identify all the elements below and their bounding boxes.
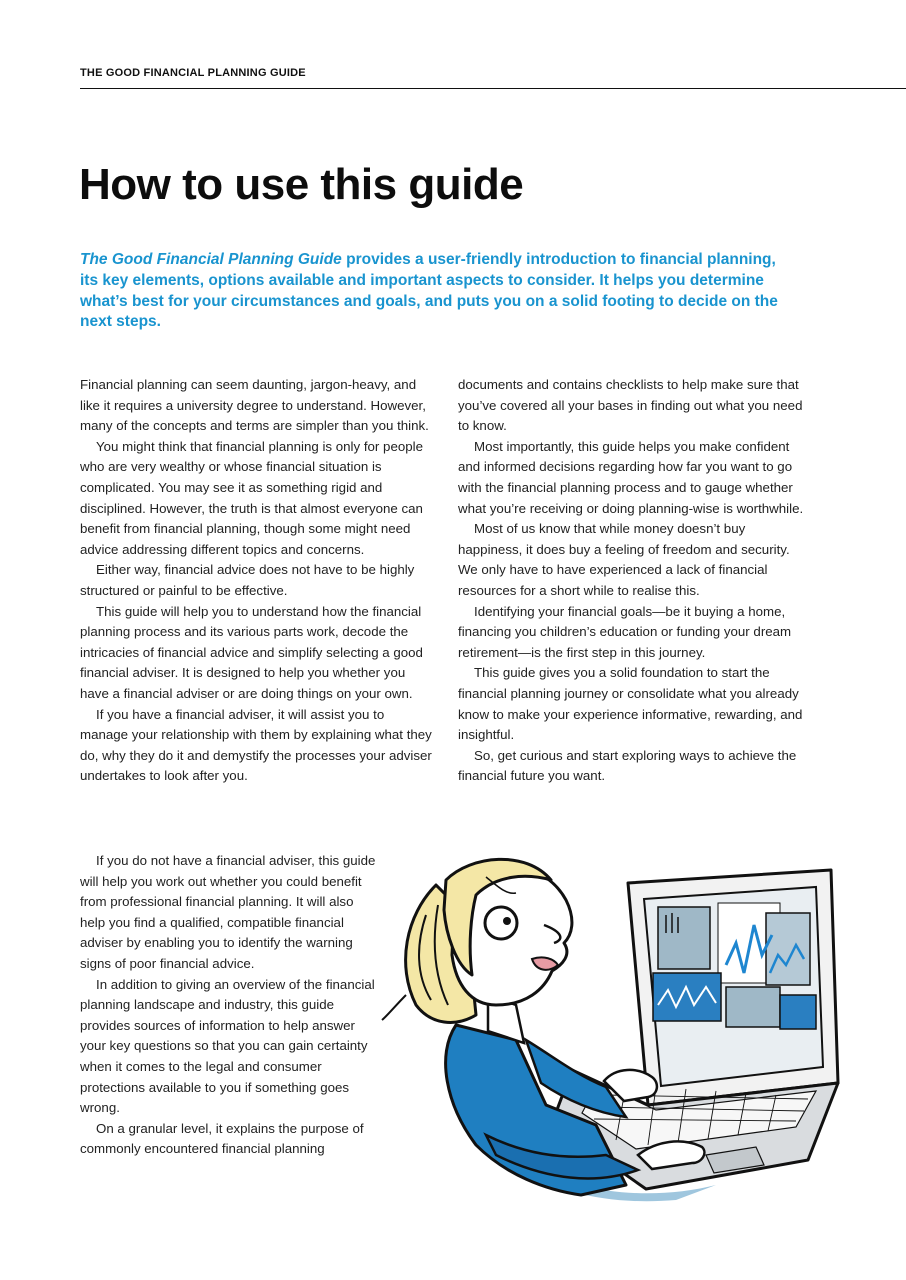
body-paragraph: This guide will help you to understand how the financial planning process and its various parts work, decode the intricacies of financial advice and simplify selecting a good financial adviser. It is designed to help you whether you have a financial adviser or are doing things on your own. xyxy=(80,603,423,701)
body-paragraph: Most of us know that while money doesn’t buy happiness, it does buy a feeling of freedom and security. We only have to have experienced a lack of financial resources for a short while to realise this. xyxy=(458,521,790,598)
intro-paragraph xyxy=(80,250,780,333)
person-at-laptop-illustration xyxy=(376,855,846,1205)
header-rule xyxy=(80,88,906,89)
body-paragraph: If you have a financial adviser, it will assist you to manage your relationship with them by explaining what they do, why they do it and demystify the processes your adviser undertakes to look after you. xyxy=(80,706,432,784)
body-paragraph: This guide gives you a solid foundation to start the financial planning journey or consolidate what you already know to make your experience informative, rewarding, and insightful. xyxy=(458,665,803,743)
body-paragraph: If you do not have a financial adviser, this guide will help you work out whether you could benefit from professional financial planning. It will also help you find a qualified, compatible financial adviser by enabling you to identify the warning signs of poor financial advice. xyxy=(80,853,376,971)
body-column-right xyxy=(458,375,813,787)
body-column-left-top xyxy=(80,375,435,787)
body-paragraph: Financial planning can seem daunting, jargon-heavy, and like it requires a university degree to understand. However, many of the concepts and terms are simpler than you think. xyxy=(80,377,429,434)
running-header: THE GOOD FINANCIAL PLANNING GUIDE xyxy=(80,67,306,79)
page-title: How to use this guide xyxy=(79,160,524,209)
intro-book-title: The Good Financial Planning Guide xyxy=(80,251,342,268)
intro-text: provides a user-friendly introduction to financial planning, its key elements, options available and important aspects to consider. It helps you determine what’s best for your circumstances and goals, and puts you on a solid footing to decide on the next steps. xyxy=(80,251,778,331)
body-paragraph: So, get curious and start exploring ways to achieve the financial future you want. xyxy=(458,747,797,784)
body-column-left-bottom xyxy=(80,851,380,1160)
body-paragraph: Identifying your financial goals—be it buying a home, financing you children’s education or funding your dream retirement—is the first step in this journey. xyxy=(458,603,792,660)
body-paragraph: On a granular level, it explains the purpose of commonly encountered financial planning xyxy=(80,1120,364,1157)
body-paragraph: documents and contains checklists to help make sure that you’ve covered all your bases in finding out what you need to know. xyxy=(458,377,803,434)
body-paragraph: Most importantly, this guide helps you make confident and informed decisions regarding how far you want to go with the financial planning process and to gauge whether what you’re receiving or doing planning-wise is worthwhile. xyxy=(458,438,804,516)
body-paragraph: In addition to giving an overview of the financial planning landscape and industry, this guide provides sources of information to help answer your key questions so that you can gain certainty when it comes to the legal and consumer protections available to you if something goes wrong. xyxy=(80,976,375,1116)
body-paragraph: You might think that financial planning is only for people who are very wealthy or whose financial situation is complicated. You may see it as something rigid and disciplined. However, the truth is that almost everyone can benefit from financial planning, though some might need advice addressing different topics and concerns. xyxy=(80,438,423,557)
body-paragraph: Either way, financial advice does not have to be highly structured or painful to be effective. xyxy=(80,562,415,598)
